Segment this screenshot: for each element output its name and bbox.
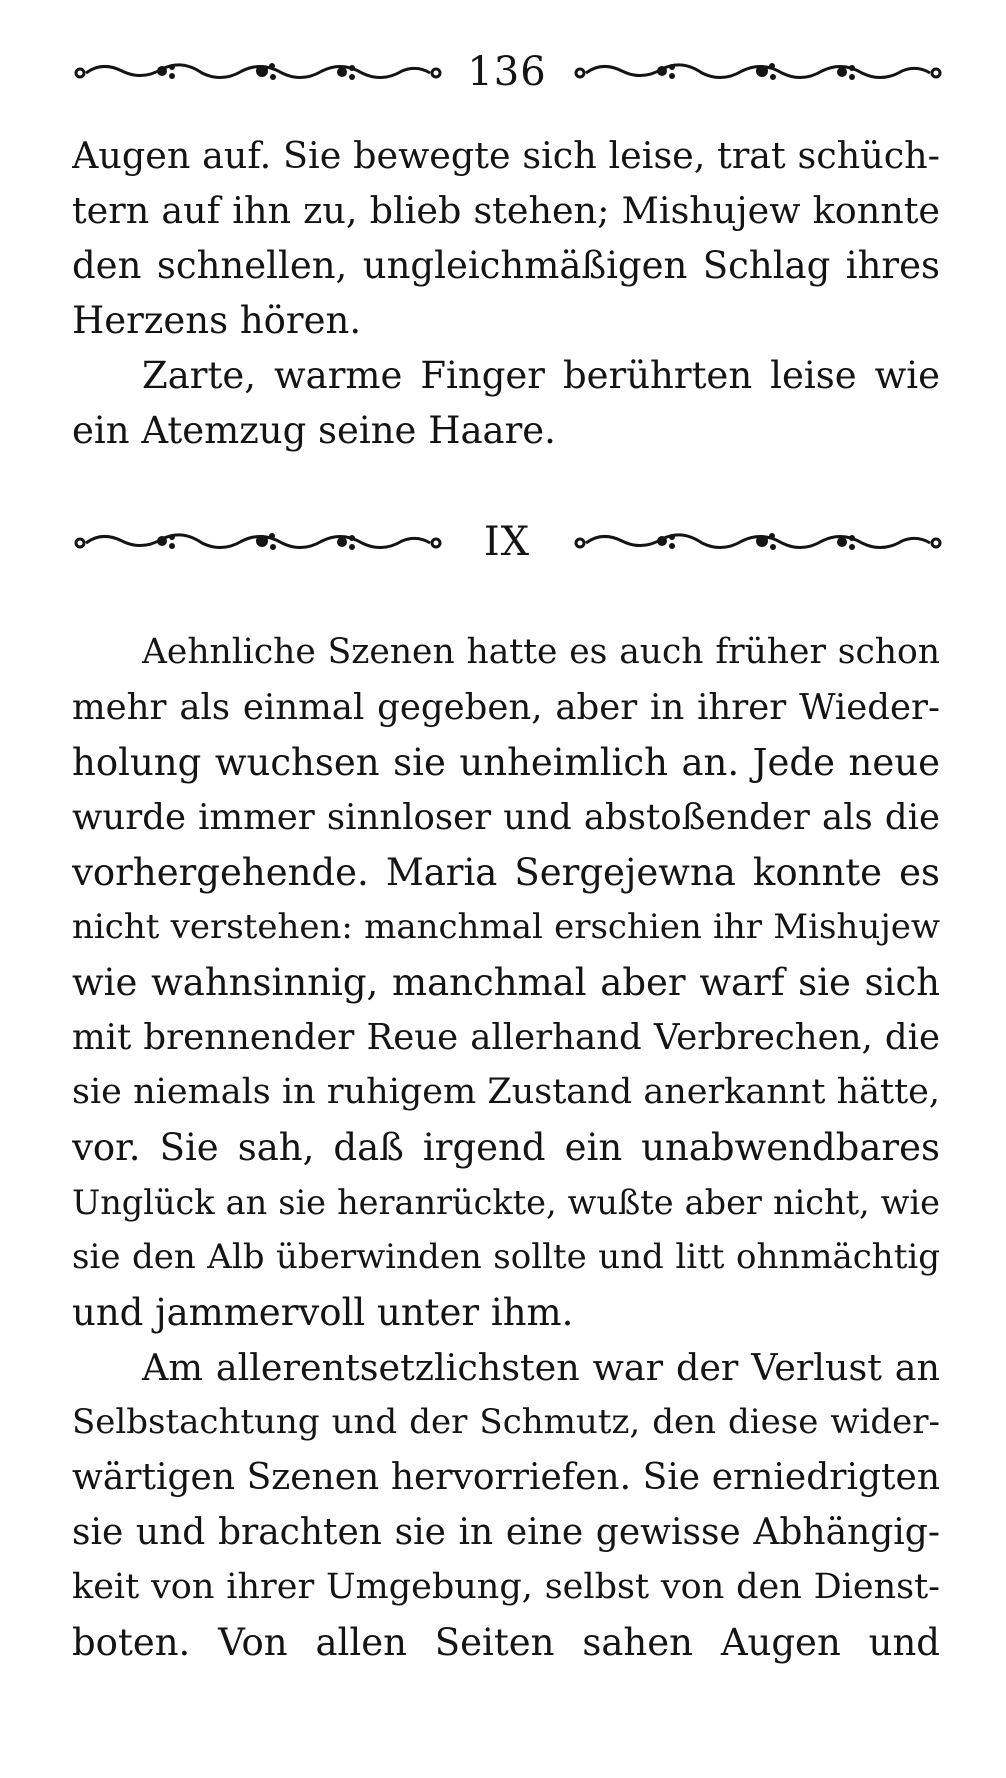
- text-line: ein Atemzug seine Haare.: [72, 409, 556, 452]
- text-line: tern auf ihn zu, blieb stehen; Mishujew konnte: [72, 189, 940, 232]
- text-line: Am allerentsetzlichsten war der Verlust an: [142, 1346, 940, 1389]
- text-line: sie niemals in ruhigem Zustand anerkannt hätte,: [72, 1072, 940, 1112]
- text-line: mit brennender Reue allerhand Verbrechen, die: [72, 1017, 940, 1058]
- ornament-left-icon: [72, 57, 442, 87]
- text-line: nicht verstehen: manchmal erschien ihr Mishujew: [72, 907, 940, 947]
- ornament-right-icon: [572, 527, 942, 557]
- text-line: wärtigen Szenen hervorriefen. Sie erniedrigten: [72, 1457, 940, 1498]
- section-numeral: IX: [483, 519, 531, 565]
- text-line: und jammervoll unter ihm.: [72, 1291, 574, 1334]
- text-line: wie wahnsinnig, manchmal aber warf sie sich: [72, 961, 940, 1004]
- text-line: keit von ihrer Umgebung, selbst von den Dienst-: [72, 1567, 940, 1607]
- text-line: Aehnliche Szenen hatte es auch früher schon: [142, 632, 940, 672]
- text-line: vorhergehende. Maria Sergejewna konnte es: [72, 851, 940, 894]
- page-header: [72, 42, 942, 102]
- text-line: boten. Von allen Seiten sahen Augen und: [72, 1621, 940, 1664]
- text-line: Augen auf. Sie bewegte sich leise, trat schüch-: [72, 134, 940, 177]
- text-line: wurde immer sinnloser und abstoßender als die: [72, 797, 940, 838]
- section-divider: [72, 512, 942, 572]
- text-line: Herzens hören.: [72, 299, 362, 342]
- text-block-top: [72, 128, 940, 458]
- text-line: mehr als einmal gegeben, aber in ihrer Wieder-: [72, 687, 940, 728]
- ornament-right-icon: [572, 57, 942, 87]
- text-line: sie und brachten sie in eine gewisse Abhängig-: [72, 1512, 940, 1553]
- text-line: vor. Sie sah, daß irgend ein unabwendbares: [72, 1126, 940, 1169]
- text-block-section: [72, 625, 940, 1670]
- text-line: den schnellen, ungleichmäßigen Schlag ihres: [72, 244, 940, 287]
- text-line: sie den Alb überwinden sollte und litt ohnmächtig: [72, 1237, 940, 1277]
- page-number: 136: [467, 49, 547, 95]
- text-line: Zarte, warme Finger berührten leise wie: [142, 354, 940, 397]
- text-line: holung wuchsen sie unheimlich an. Jede neue: [72, 741, 940, 784]
- text-line: Unglück an sie heranrückte, wußte aber nicht, wie: [72, 1183, 940, 1222]
- ornament-left-icon: [72, 527, 442, 557]
- text-line: Selbstachtung und der Schmutz, den diese wider-: [72, 1402, 940, 1442]
